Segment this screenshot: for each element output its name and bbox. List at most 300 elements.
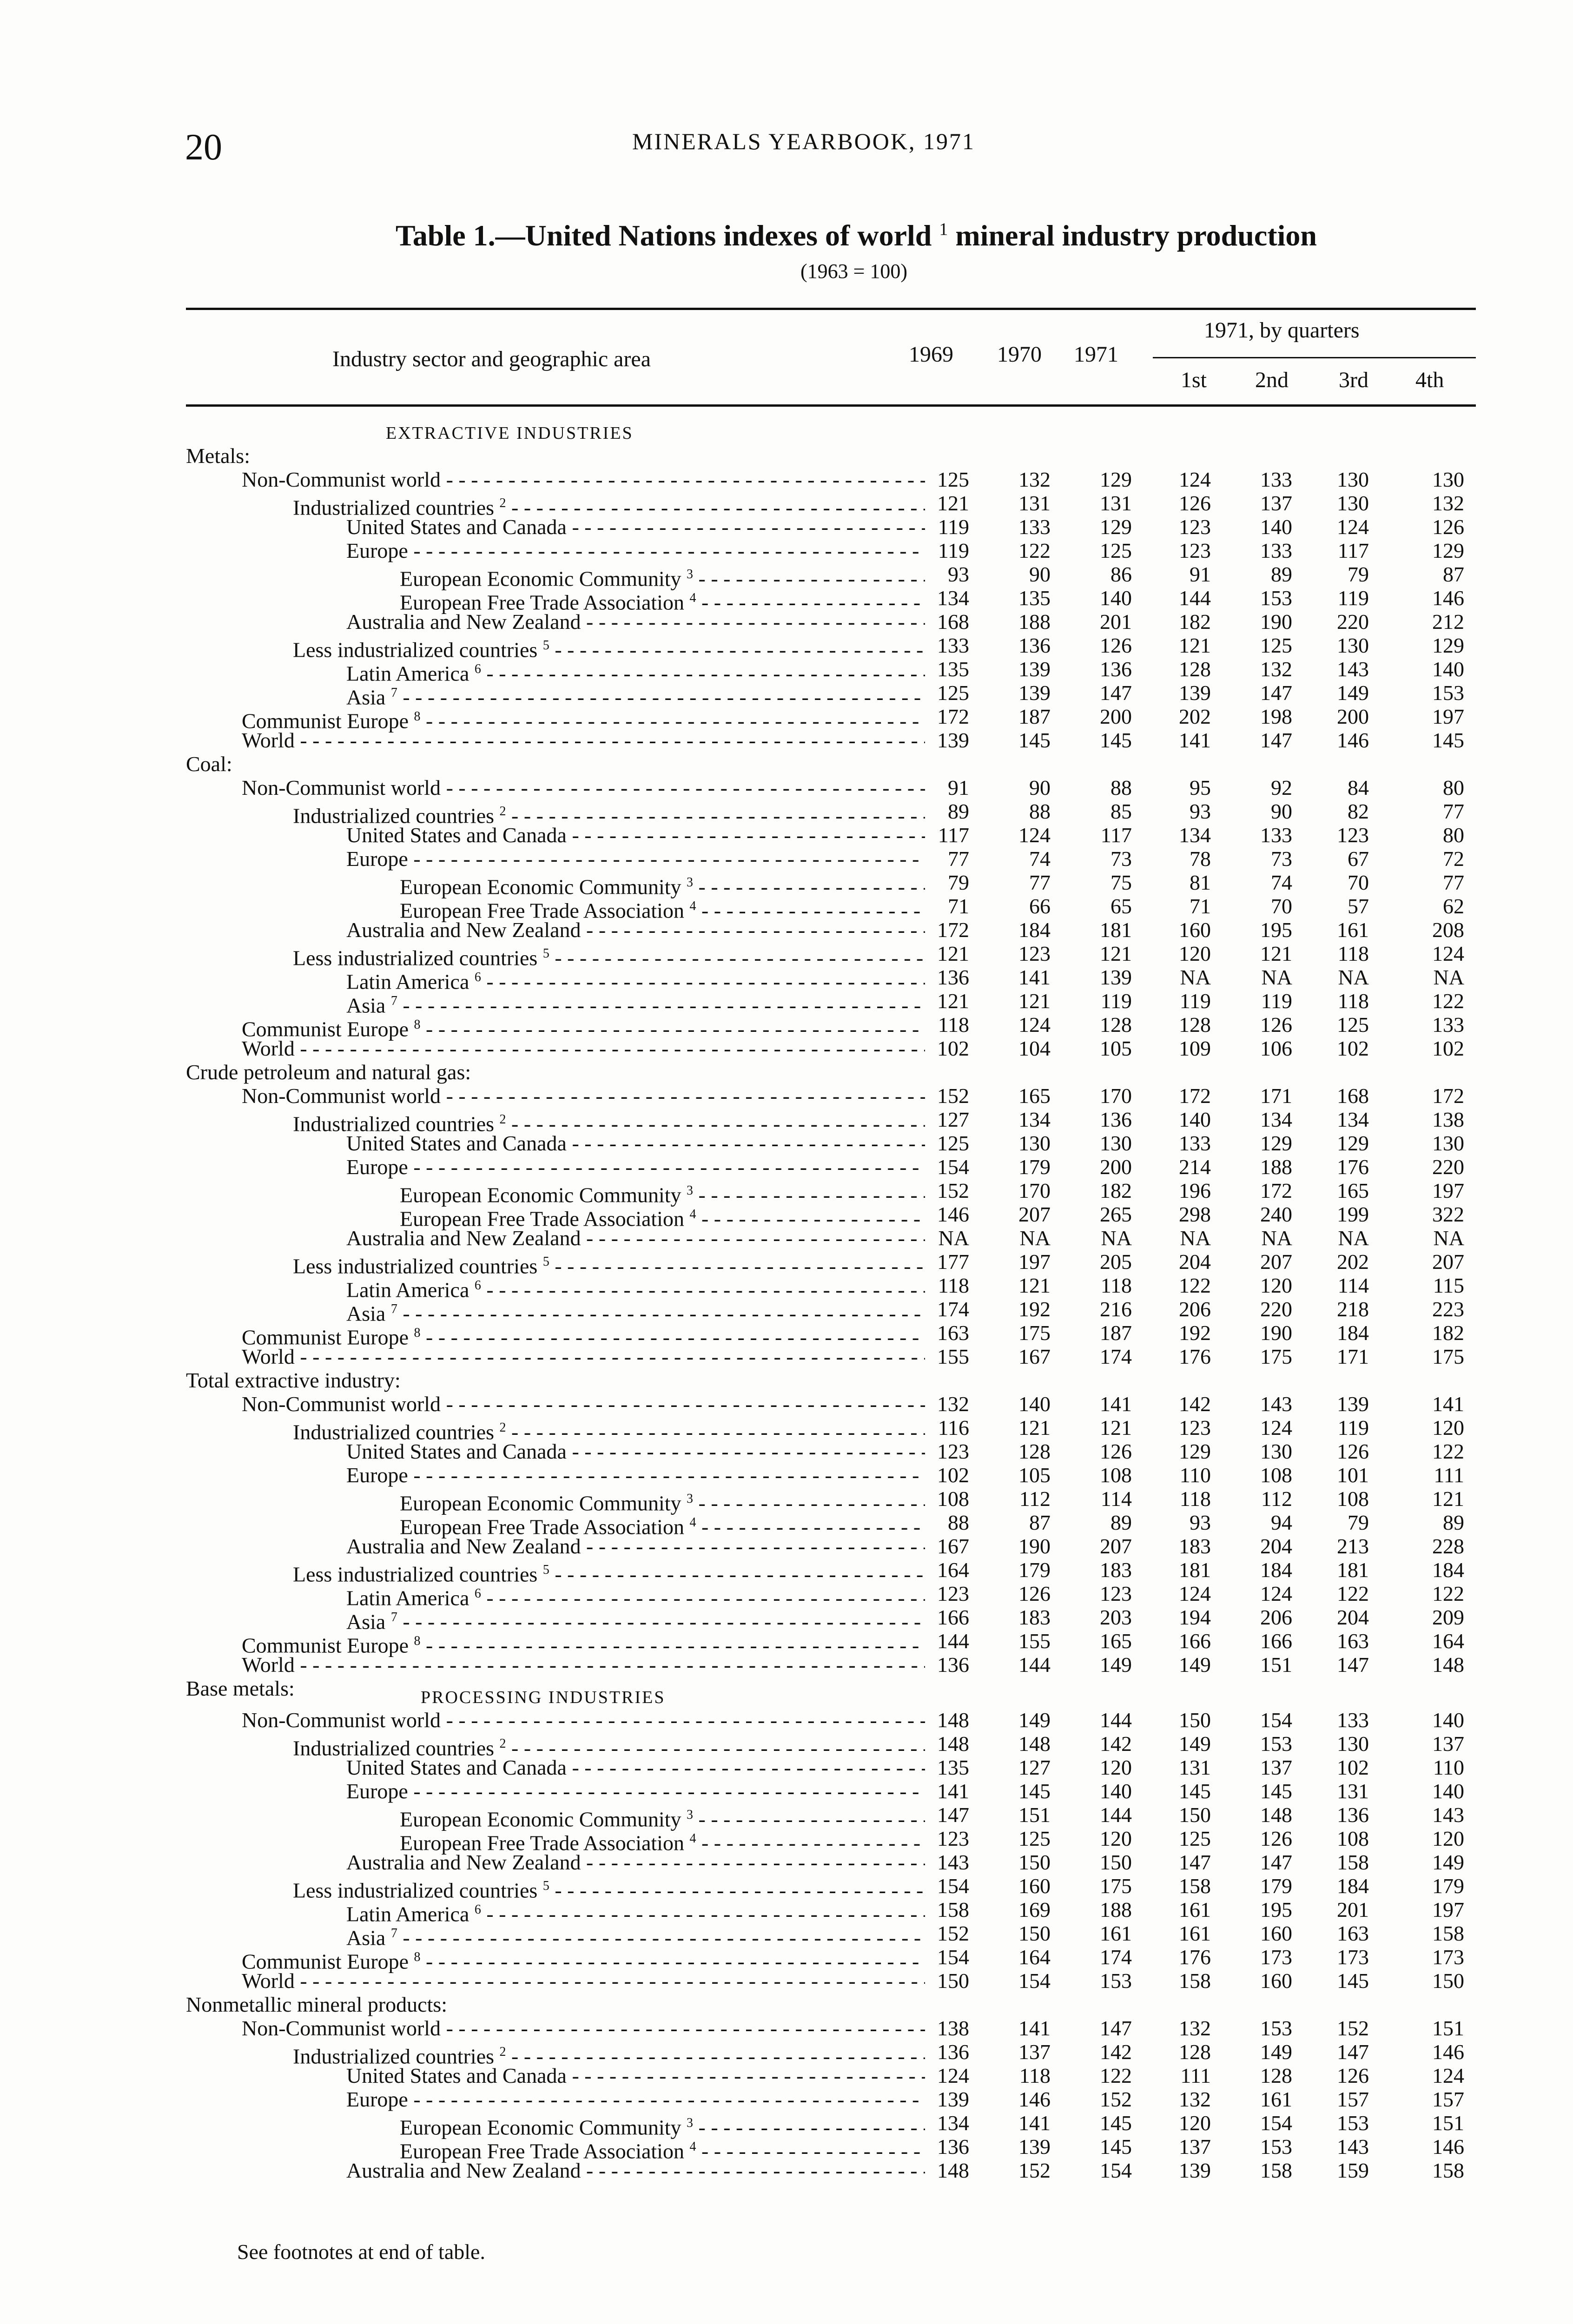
row-value: 147: [1179, 1850, 1211, 1874]
row-value: 175: [1432, 1345, 1464, 1368]
table-row: [186, 942, 1487, 970]
row-value: 130: [1100, 1131, 1132, 1155]
row-value: 164: [1432, 1629, 1464, 1653]
table-row: [186, 2064, 1487, 2088]
row-value: 218: [1337, 1297, 1369, 1321]
row-value: 136: [937, 2135, 969, 2159]
row-value: 170: [1018, 1179, 1051, 1202]
table-row: [186, 1463, 1487, 1487]
table-row: [186, 634, 1487, 662]
row-label-text: European Free Trade Association: [400, 590, 684, 614]
row-value: 152: [1100, 2087, 1132, 2111]
row-value: 125: [1260, 634, 1292, 657]
row-value: 121: [1260, 942, 1292, 965]
row-value: 131: [1337, 1779, 1369, 1803]
row-label: [186, 1345, 925, 1369]
row-label-text: Industrialized countries: [293, 1736, 495, 1760]
row-value: 174: [1100, 1945, 1132, 1969]
row-footnote-marker: 3: [687, 2116, 694, 2130]
row-label-text: Europe: [346, 847, 408, 871]
row-value: 158: [1432, 1921, 1464, 1945]
row-footnote-marker: 7: [390, 1302, 397, 1316]
row-label-text: Less industrialized countries: [293, 638, 538, 662]
row-value: 122: [1100, 2064, 1132, 2087]
row-label-text: Asia: [346, 685, 386, 709]
row-value: 161: [1337, 918, 1369, 942]
row-value: 159: [1337, 2159, 1369, 2182]
row-value: 166: [1260, 1629, 1292, 1653]
row-value: 161: [1179, 1898, 1211, 1921]
row-value: 132: [1260, 657, 1292, 681]
row-value: 154: [1260, 2111, 1292, 2135]
row-value: 77: [1029, 871, 1051, 894]
row-value: 175: [1100, 1874, 1132, 1898]
row-label-text: Communist Europe: [242, 1949, 409, 1974]
row-value: 121: [1179, 634, 1211, 657]
row-label-text: European Economic Community: [400, 1183, 681, 1207]
row-value: 115: [1433, 1274, 1464, 1297]
row-footnote-marker: 4: [689, 591, 696, 605]
table-subtitle: (1963 = 100): [800, 260, 908, 283]
row-value: 124: [1179, 468, 1211, 491]
row-footnote-marker: 7: [390, 994, 397, 1008]
row-value: 322: [1432, 1202, 1464, 1226]
row-value: 167: [937, 1534, 969, 1558]
row-value: 121: [1018, 1274, 1051, 1297]
table-row: [186, 1226, 1487, 1250]
row-value: 125: [1179, 1827, 1211, 1850]
row-label-text: European Free Trade Association: [400, 1207, 684, 1231]
row-value: 95: [1190, 776, 1211, 799]
row-label-text: Europe: [346, 2087, 408, 2111]
row-value: 120: [1179, 2111, 1211, 2135]
row-value: 139: [1179, 681, 1211, 705]
row-value: 197: [1432, 1898, 1464, 1921]
row-label: [186, 610, 925, 634]
table-row: [186, 539, 1487, 563]
row-value: 109: [1179, 1037, 1211, 1060]
row-value: 136: [1100, 1108, 1132, 1131]
row-value: 151: [1432, 2016, 1464, 2040]
row-value: 142: [1179, 1392, 1211, 1416]
table-row: [186, 1756, 1487, 1780]
row-label: [186, 2064, 925, 2088]
row-value: 144: [1179, 586, 1211, 610]
row-value: 154: [937, 1155, 969, 1179]
row-value: 183: [1018, 1605, 1051, 1629]
table-row: [186, 1202, 1487, 1231]
row-label-text: Australia and New Zealand: [346, 2159, 581, 2182]
row-value: 154: [1260, 1708, 1292, 1732]
row-label-text: European Economic Community: [400, 1491, 681, 1515]
row-footnote-marker: 4: [689, 2139, 696, 2154]
row-value: 130: [1337, 634, 1369, 657]
row-value: NA: [1019, 1226, 1051, 1250]
row-value: 65: [1110, 894, 1132, 918]
row-value: 110: [1433, 1756, 1464, 1779]
row-value: 131: [1100, 491, 1132, 515]
table-row: [186, 562, 1487, 591]
row-value: 184: [1432, 1558, 1464, 1582]
row-footnote-marker: 3: [687, 567, 694, 581]
row-value: 75: [1110, 871, 1132, 894]
row-label: [186, 1439, 925, 1464]
row-value: 200: [1337, 705, 1369, 728]
table-row: [186, 1108, 1487, 1136]
row-value: 126: [1432, 515, 1464, 539]
row-value: 130: [1432, 468, 1464, 491]
row-value: 126: [1260, 1013, 1292, 1037]
row-value: 119: [938, 539, 969, 562]
table-row: [186, 705, 1487, 733]
row-value: 108: [937, 1487, 969, 1511]
row-value: 133: [1018, 515, 1051, 539]
row-label: [186, 515, 925, 539]
row-label-text: World: [242, 1037, 295, 1060]
row-value: NA: [1180, 965, 1211, 989]
row-label: [186, 2159, 925, 2183]
row-value: 149: [1100, 1653, 1132, 1677]
row-value: 168: [1337, 1084, 1369, 1108]
row-value: 110: [1179, 1463, 1211, 1487]
row-value: 165: [1100, 1629, 1132, 1653]
row-value: 150: [1179, 1803, 1211, 1827]
row-value: 153: [1432, 681, 1464, 705]
row-value: 146: [1018, 2087, 1051, 2111]
row-value: NA: [1338, 1226, 1369, 1250]
row-value: 131: [1179, 1756, 1211, 1779]
row-value: 140: [1100, 1779, 1132, 1803]
row-value: 141: [1018, 965, 1051, 989]
row-value: 140: [1432, 1708, 1464, 1732]
header-bottom-rule: [186, 404, 1476, 407]
row-label: [186, 2016, 925, 2040]
row-value: 124: [1018, 823, 1051, 847]
table-row: [186, 871, 1487, 899]
row-value: 149: [1179, 1653, 1211, 1677]
row-value: 173: [1260, 1945, 1292, 1969]
row-value: 118: [938, 1274, 969, 1297]
row-value: 118: [1337, 989, 1369, 1013]
row-value: 119: [1337, 1416, 1369, 1439]
row-footnote-marker: 4: [689, 899, 696, 913]
row-value: 206: [1179, 1297, 1211, 1321]
row-value: 126: [1337, 2064, 1369, 2087]
row-label-text: United States and Canada: [346, 2064, 567, 2087]
row-footnote-marker: 8: [414, 1326, 421, 1340]
row-value: NA: [1101, 1226, 1132, 1250]
row-value: 129: [1337, 1131, 1369, 1155]
row-value: 89: [1271, 562, 1292, 586]
row-value: 216: [1100, 1297, 1132, 1321]
row-value: 66: [1029, 894, 1051, 918]
row-footnote-marker: 3: [687, 1808, 694, 1822]
row-footnote-marker: 4: [689, 1207, 696, 1221]
row-label-text: Communist Europe: [242, 1325, 409, 1349]
row-value: 90: [1029, 562, 1051, 586]
row-value: 145: [1018, 728, 1051, 752]
row-value: 93: [1190, 1511, 1211, 1534]
row-value: 145: [1260, 1779, 1292, 1803]
row-value: 164: [937, 1558, 969, 1582]
row-value: 148: [1260, 1803, 1292, 1827]
table-title-text: Table 1.—United Nations indexes of world: [396, 219, 932, 252]
row-value: 207: [1260, 1250, 1292, 1274]
row-value: 184: [1260, 1558, 1292, 1582]
table-row: [186, 586, 1487, 614]
row-label-text: Europe: [346, 1779, 408, 1803]
table-row: [186, 823, 1487, 847]
row-value: NA: [1261, 1226, 1292, 1250]
row-label-text: Non-Communist world: [242, 468, 441, 491]
row-value: 134: [937, 2111, 969, 2135]
table-row: [186, 2087, 1487, 2112]
row-label-text: Non-Communist world: [242, 1084, 441, 1108]
row-value: 121: [1018, 989, 1051, 1013]
table-row: [186, 681, 1487, 709]
row-label-text: Industrialized countries: [293, 2044, 495, 2068]
row-value: 79: [948, 871, 969, 894]
row-value: 214: [1179, 1155, 1211, 1179]
row-value: 134: [937, 586, 969, 610]
row-value: 124: [1260, 1582, 1292, 1605]
row-value: 124: [1337, 515, 1369, 539]
row-value: 114: [1337, 1274, 1369, 1297]
row-value: 132: [1432, 491, 1464, 515]
row-label-text: European Economic Community: [400, 1807, 681, 1831]
row-value: 204: [1179, 1250, 1211, 1274]
row-value: 120: [1100, 1756, 1132, 1779]
row-value: 153: [1260, 1732, 1292, 1756]
row-value: 141: [1018, 2111, 1051, 2135]
row-label: [186, 1084, 925, 1108]
table-row: [186, 1037, 1487, 1061]
table-row: [186, 2111, 1487, 2139]
row-value: 126: [1260, 1827, 1292, 1850]
row-value: 120: [1432, 1827, 1464, 1850]
row-label-text: Australia and New Zealand: [346, 1850, 581, 1874]
row-value: 147: [1260, 1850, 1292, 1874]
row-footnote-marker: 3: [687, 1183, 694, 1198]
row-value: 121: [1432, 1487, 1464, 1511]
row-value: 144: [1100, 1803, 1132, 1827]
row-label: [186, 1708, 925, 1732]
row-value: 155: [937, 1345, 969, 1368]
row-value: 120: [1100, 1827, 1132, 1850]
row-value: 147: [1100, 681, 1132, 705]
row-value: 145: [1100, 2135, 1132, 2159]
row-value: 126: [1337, 1439, 1369, 1463]
row-label: [186, 1534, 925, 1558]
row-label: [186, 728, 925, 753]
row-value: 147: [1260, 681, 1292, 705]
row-value: 148: [937, 1708, 969, 1732]
row-value: 111: [1434, 1463, 1464, 1487]
row-value: 136: [937, 2040, 969, 2064]
row-value: 130: [1337, 491, 1369, 515]
row-value: 118: [1100, 1274, 1132, 1297]
row-value: 142: [1100, 2040, 1132, 2064]
row-label-text: Latin America: [346, 970, 469, 994]
row-value: 153: [1260, 2135, 1292, 2159]
table-row: [186, 1155, 1487, 1179]
row-value: 77: [1443, 871, 1464, 894]
row-value: 158: [1337, 1850, 1369, 1874]
row-value: 181: [1337, 1558, 1369, 1582]
row-value: 140: [1100, 586, 1132, 610]
row-footnote-marker: 6: [474, 1586, 481, 1601]
row-label-text: Australia and New Zealand: [346, 610, 581, 634]
row-value: 194: [1179, 1605, 1211, 1629]
table-row: [186, 847, 1487, 871]
row-value: 139: [1018, 2135, 1051, 2159]
row-value: 158: [1260, 2159, 1292, 2182]
row-value: 150: [1179, 1708, 1211, 1732]
row-value: 102: [937, 1463, 969, 1487]
row-value: 195: [1260, 1898, 1292, 1921]
row-value: 147: [1260, 728, 1292, 752]
row-value: 190: [1260, 610, 1292, 634]
row-label-text: Base metals:: [186, 1677, 295, 1700]
row-footnote-marker: 6: [474, 1278, 481, 1293]
row-value: 151: [1018, 1803, 1051, 1827]
row-label: [186, 468, 925, 492]
row-value: 126: [1179, 491, 1211, 515]
row-value: 145: [1179, 1779, 1211, 1803]
row-value: 112: [1019, 1487, 1051, 1511]
row-label-text: European Free Trade Association: [400, 1515, 684, 1539]
row-value: 195: [1260, 918, 1292, 942]
row-label-text: Asia: [346, 993, 386, 1017]
section-extractive: EXTRACTIVE INDUSTRIES: [386, 423, 634, 443]
row-value: 145: [1018, 1779, 1051, 1803]
row-value: 89: [1110, 1511, 1132, 1534]
row-value: 125: [1337, 1013, 1369, 1037]
row-value: 121: [937, 942, 969, 965]
row-value: 172: [1179, 1084, 1211, 1108]
row-value: 148: [937, 2159, 969, 2182]
row-value: 122: [1432, 989, 1464, 1013]
row-value: 179: [1260, 1874, 1292, 1898]
row-value: 124: [1179, 1582, 1211, 1605]
header-1971: 1971: [1074, 342, 1118, 367]
row-value: 108: [1337, 1487, 1369, 1511]
row-value: 151: [1260, 1653, 1292, 1677]
row-label: [186, 1653, 925, 1677]
row-value: 91: [948, 776, 969, 799]
row-value: 147: [1100, 2016, 1132, 2040]
row-value: 176: [1179, 1945, 1211, 1969]
row-value: 117: [938, 823, 969, 847]
row-value: 126: [1100, 634, 1132, 657]
row-value: 149: [1179, 1732, 1211, 1756]
row-label-text: World: [242, 1653, 295, 1677]
table-row: [186, 965, 1487, 994]
row-value: 147: [1337, 1653, 1369, 1677]
row-value: 148: [937, 1732, 969, 1756]
row-value: 139: [1018, 657, 1051, 681]
row-value: 138: [937, 2016, 969, 2040]
row-footnote-marker: 2: [499, 804, 506, 819]
row-value: 126: [1018, 1582, 1051, 1605]
row-label: [186, 1756, 925, 1780]
row-value: 102: [1337, 1037, 1369, 1060]
row-value: 153: [1100, 1969, 1132, 1993]
row-value: 140: [1260, 515, 1292, 539]
row-value: 145: [1100, 2111, 1132, 2135]
table-row: [186, 1582, 1487, 1610]
row-value: 207: [1100, 1534, 1132, 1558]
row-value: 179: [1018, 1558, 1051, 1582]
table-group-header: [186, 752, 1487, 776]
row-value: 80: [1443, 823, 1464, 847]
row-footnote-marker: 4: [689, 1831, 696, 1846]
row-value: 81: [1190, 871, 1211, 894]
row-value: 163: [937, 1321, 969, 1345]
row-value: 128: [1179, 2040, 1211, 2064]
row-label-text: European Free Trade Association: [400, 1831, 684, 1855]
row-label-text: Asia: [346, 1926, 386, 1950]
row-label: [186, 444, 925, 468]
row-label-text: World: [242, 1969, 295, 1993]
row-value: 182: [1100, 1179, 1132, 1202]
row-value: 132: [1018, 468, 1051, 491]
row-value: 298: [1179, 1202, 1211, 1226]
row-value: 142: [1100, 1732, 1132, 1756]
row-value: 153: [1260, 2016, 1292, 2040]
row-value: 150: [1018, 1921, 1051, 1945]
row-footnote-marker: 2: [499, 1736, 506, 1751]
header-sector: Industry sector and geographic area: [332, 347, 651, 371]
row-label-text: European Free Trade Association: [400, 898, 684, 923]
row-label-text: Asia: [346, 1301, 386, 1326]
top-rule: [186, 308, 1476, 310]
row-value: 183: [1100, 1558, 1132, 1582]
row-value: 122: [1337, 1582, 1369, 1605]
row-value: 120: [1179, 942, 1211, 965]
row-label-text: Communist Europe: [242, 709, 409, 733]
row-value: 127: [937, 1108, 969, 1131]
row-value: NA: [938, 1226, 969, 1250]
row-label-text: European Economic Community: [400, 567, 681, 591]
row-label-text: Industrialized countries: [293, 804, 495, 828]
row-value: 149: [1432, 1850, 1464, 1874]
row-value: 140: [1179, 1108, 1211, 1131]
row-value: 158: [1432, 2159, 1464, 2182]
row-value: 118: [938, 1013, 969, 1037]
row-value: 72: [1443, 847, 1464, 871]
table-row: [186, 1874, 1487, 1902]
row-value: 190: [1260, 1321, 1292, 1345]
row-value: 174: [937, 1297, 969, 1321]
row-value: 130: [1260, 1439, 1292, 1463]
row-value: 121: [937, 491, 969, 515]
row-value: 121: [1100, 942, 1132, 965]
table-title-rest: mineral industry production: [955, 219, 1317, 252]
row-footnote-marker: 5: [542, 638, 549, 653]
row-value: NA: [1433, 965, 1464, 989]
row-value: 205: [1100, 1250, 1132, 1274]
row-value: 144: [1018, 1653, 1051, 1677]
row-value: 122: [1432, 1582, 1464, 1605]
row-value: 141: [1179, 728, 1211, 752]
row-value: 152: [1018, 2159, 1051, 2182]
row-value: 119: [938, 515, 969, 539]
row-value: 124: [937, 2064, 969, 2087]
row-value: 118: [1179, 1487, 1211, 1511]
row-value: 62: [1443, 894, 1464, 918]
row-value: 124: [1260, 1416, 1292, 1439]
